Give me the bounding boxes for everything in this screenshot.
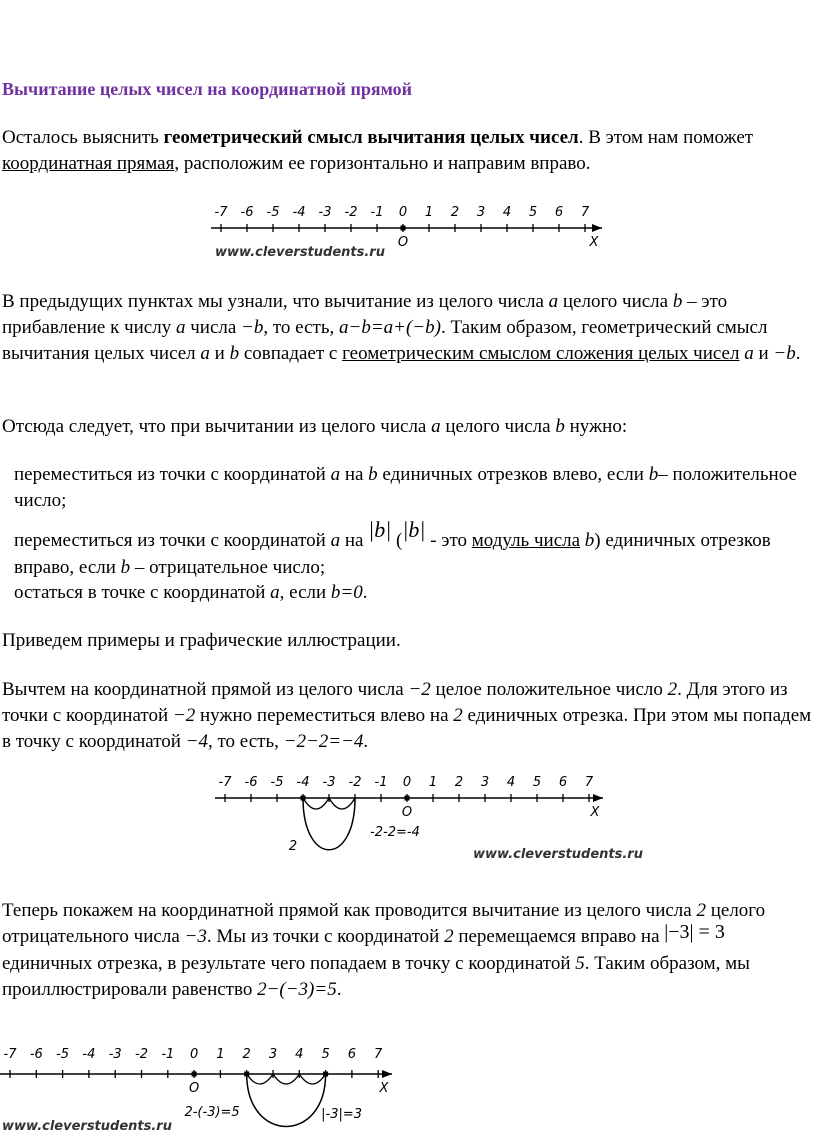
- result-point: [323, 1072, 328, 1077]
- watermark: www.cleverstudents.ru: [473, 847, 643, 862]
- axis-label: X: [589, 235, 599, 250]
- text: нужно:: [564, 416, 628, 437]
- text: остаться в точке с координатой: [14, 582, 271, 603]
- tick-label: 4: [502, 205, 512, 220]
- text: , если: [279, 582, 331, 603]
- text: , расположим ее горизонтально и направим вправо.: [174, 153, 591, 174]
- tick-label: 1: [424, 205, 434, 220]
- link-addition-meaning[interactable]: геометрическим смыслом сложения целых чисел: [342, 343, 740, 364]
- tick-label: 2: [450, 205, 460, 220]
- abs-minus-3-formula: |−3| = 3: [664, 920, 725, 943]
- tick-label: -5: [56, 1047, 70, 1062]
- text: на: [340, 464, 369, 485]
- tick-label: -7: [214, 205, 228, 220]
- axis-arrow: [382, 1070, 392, 1078]
- list-item: [14, 516, 812, 581]
- var-minus-b: −b: [773, 343, 796, 364]
- text: и: [753, 343, 774, 364]
- text: . Таким образом, геометрический смысл вычитания целых чисел: [2, 317, 768, 364]
- tick-label: 1: [428, 775, 438, 790]
- number: −4: [185, 731, 208, 752]
- var-b: b: [672, 291, 683, 312]
- number: 2: [444, 926, 454, 947]
- text: - это: [425, 530, 472, 551]
- start-point: [244, 1072, 249, 1077]
- tick-label: 3: [480, 775, 490, 790]
- text: Вычтем на координатной прямой из целого числа: [2, 679, 409, 700]
- tick-label: 0: [398, 205, 408, 220]
- text: единичных отрезков влево, если: [377, 464, 649, 485]
- axis-arrow: [592, 224, 602, 232]
- text: единичных отрезка. При этом мы попадем в точку с координатой: [2, 705, 812, 752]
- text: В предыдущих пунктах мы узнали, что вычитание из целого числа: [2, 291, 549, 312]
- number-line-2: [205, 772, 643, 867]
- tick-label: -7: [218, 775, 232, 790]
- text: – положительное число;: [14, 464, 797, 511]
- text: и: [209, 343, 230, 364]
- tick-label: -3: [318, 205, 332, 220]
- result-arc: [303, 798, 355, 850]
- text: переместиться из точки с координатой: [14, 530, 331, 551]
- origin-point: [405, 796, 410, 801]
- tick-label: -1: [370, 205, 384, 220]
- text: числа: [185, 317, 242, 338]
- equation: 2−(−3)=5: [257, 978, 337, 1000]
- var-b: b: [648, 464, 659, 485]
- tick-label: 6: [347, 1047, 357, 1062]
- number: 5: [575, 952, 585, 974]
- tick-label: -3: [322, 775, 336, 790]
- tick-label: 0: [189, 1047, 199, 1062]
- abs-label: |-3|=3: [321, 1107, 363, 1122]
- text: целого отрицательного числа: [2, 900, 766, 947]
- text: .: [363, 731, 369, 752]
- tick-label: 4: [506, 775, 516, 790]
- tick-label: 6: [558, 775, 568, 790]
- text: .: [795, 343, 801, 364]
- tick-label: 7: [584, 775, 594, 790]
- jump-arc: [247, 1074, 273, 1084]
- link-modulus[interactable]: модуль числа: [471, 530, 581, 551]
- text: (: [391, 530, 403, 551]
- equation-label: 2-(-3)=5: [184, 1105, 240, 1120]
- number: −3: [184, 926, 207, 947]
- number: −2: [408, 679, 431, 700]
- var-b: b: [584, 530, 595, 551]
- var-a: a: [200, 343, 210, 364]
- text: совпадает с: [239, 343, 343, 364]
- origin-point: [401, 226, 406, 231]
- tick-label: 7: [374, 1047, 383, 1062]
- var-a: a: [175, 317, 186, 338]
- tick-label: 7: [580, 205, 590, 220]
- axis-label: X: [379, 1081, 389, 1096]
- paragraph-meaning: [2, 289, 812, 367]
- var-b: b: [120, 556, 131, 578]
- result-point: [301, 796, 306, 801]
- origin-label: O: [401, 805, 413, 820]
- text: .: [336, 978, 342, 1000]
- tick-label: -6: [244, 775, 258, 790]
- var-a: a: [270, 582, 280, 603]
- equation-label: -2-2=-4: [370, 825, 420, 840]
- paragraph-intro: [2, 125, 812, 177]
- jump-arc: [273, 1074, 299, 1084]
- tick-label: 3: [268, 1047, 278, 1062]
- var-a: a: [431, 416, 441, 437]
- var-a: a: [548, 291, 559, 312]
- jump-arc: [303, 798, 329, 809]
- var-a: a: [330, 464, 341, 485]
- text: целое положительное число: [430, 679, 668, 700]
- tick-label: -2: [348, 775, 362, 790]
- watermark: www.cleverstudents.ru: [215, 245, 385, 260]
- var-b: b: [555, 416, 565, 437]
- text: . В этом нам поможет: [578, 127, 754, 148]
- var-minus-b: −b: [241, 317, 264, 338]
- number-line-1: [205, 198, 615, 268]
- tick-label: -2: [344, 205, 358, 220]
- text: на: [340, 530, 369, 551]
- text: Отсюда следует, что при вычитании из целого числа: [2, 416, 432, 437]
- text: , то есть,: [208, 731, 284, 752]
- text: переместиться из точки с координатой: [14, 464, 331, 485]
- text: единичных отрезка, в результате чего попадаем в точку с координатой: [2, 952, 576, 974]
- link-coordinate-line[interactable]: координатная прямая: [2, 153, 175, 174]
- text: , то есть,: [263, 317, 339, 338]
- text: нужно переместиться влево на: [195, 705, 454, 726]
- text: целого числа: [558, 291, 673, 312]
- tick-label: 5: [321, 1047, 330, 1062]
- tick-label: -1: [161, 1047, 175, 1062]
- bold-text: геометрический смысл вычитания целых чисел: [163, 127, 579, 148]
- tick-label: 5: [532, 775, 542, 790]
- tick-label: -6: [240, 205, 254, 220]
- result-arc: [247, 1074, 326, 1127]
- text: – отрицательное число;: [130, 556, 326, 578]
- tick-label: -4: [82, 1047, 96, 1062]
- var-a: a: [744, 343, 754, 364]
- equation: −2−2=−4: [283, 731, 364, 752]
- list-item: [14, 580, 812, 606]
- var-b: b: [229, 343, 240, 364]
- tick-label: 0: [402, 775, 412, 790]
- tick-label: -1: [374, 775, 388, 790]
- tick-label: -4: [296, 775, 310, 790]
- number: 2: [696, 900, 706, 921]
- origin-point: [192, 1072, 197, 1077]
- axis-arrow: [593, 794, 603, 802]
- tick-label: 2: [242, 1047, 251, 1062]
- paragraph-examples: Приведем примеры и графические иллюстрации.: [2, 630, 401, 651]
- abs-b-formula: |b|: [402, 516, 426, 542]
- tick-label: 6: [554, 205, 564, 220]
- tick-label: -7: [3, 1047, 17, 1062]
- jump-arc: [329, 798, 355, 809]
- equation: a−b=a+(−b): [339, 317, 441, 338]
- text: Осталось выяснить: [2, 127, 164, 148]
- step-count-label: 2: [288, 839, 298, 854]
- origin-label: O: [188, 1081, 200, 1096]
- tick-label: 2: [454, 775, 464, 790]
- origin-label: O: [397, 235, 409, 250]
- list-item: [14, 462, 812, 514]
- tick-label: -5: [270, 775, 284, 790]
- tick-label: 1: [216, 1047, 225, 1062]
- jump-arc: [299, 1074, 325, 1084]
- text: . Мы из точки с координатой: [206, 926, 445, 947]
- number-line-3: [0, 1044, 400, 1139]
- number: 2: [453, 705, 463, 726]
- page-title: Вычитание целых чисел на координатной прямой: [2, 79, 412, 99]
- var-b: b: [368, 464, 378, 485]
- axis-label: X: [590, 805, 600, 820]
- paragraph-rule: [2, 414, 812, 440]
- tick-label: -4: [292, 205, 306, 220]
- paragraph-example-1: [2, 677, 812, 755]
- tick-label: -5: [266, 205, 280, 220]
- tick-label: -6: [29, 1047, 43, 1062]
- text: перемещаемся вправо на: [453, 926, 665, 947]
- tick-label: -3: [108, 1047, 122, 1062]
- watermark: www.cleverstudents.ru: [2, 1119, 172, 1134]
- text: – это прибавление к числу: [2, 291, 728, 338]
- text: . Таким образом, мы проиллюстрировали равенство: [2, 952, 750, 1000]
- number: −2: [172, 705, 196, 726]
- text: ) единичных отрезков вправо, если: [14, 530, 771, 578]
- tick-label: 5: [528, 205, 538, 220]
- tick-label: 3: [476, 205, 486, 220]
- text: Теперь покажем на координатной прямой как проводится вычитание из целого числа: [2, 900, 697, 921]
- var-a: a: [330, 530, 341, 551]
- text: . Для этого из точки с координатой: [2, 679, 788, 726]
- tick-label: 4: [295, 1047, 304, 1062]
- paragraph-example-2: [2, 898, 812, 1003]
- tick-label: -2: [135, 1047, 148, 1062]
- text: целого числа: [440, 416, 556, 437]
- text: .: [362, 582, 368, 603]
- abs-b-formula: |b|: [368, 516, 392, 542]
- equation: b=0: [330, 582, 363, 603]
- number: 2: [667, 679, 678, 700]
